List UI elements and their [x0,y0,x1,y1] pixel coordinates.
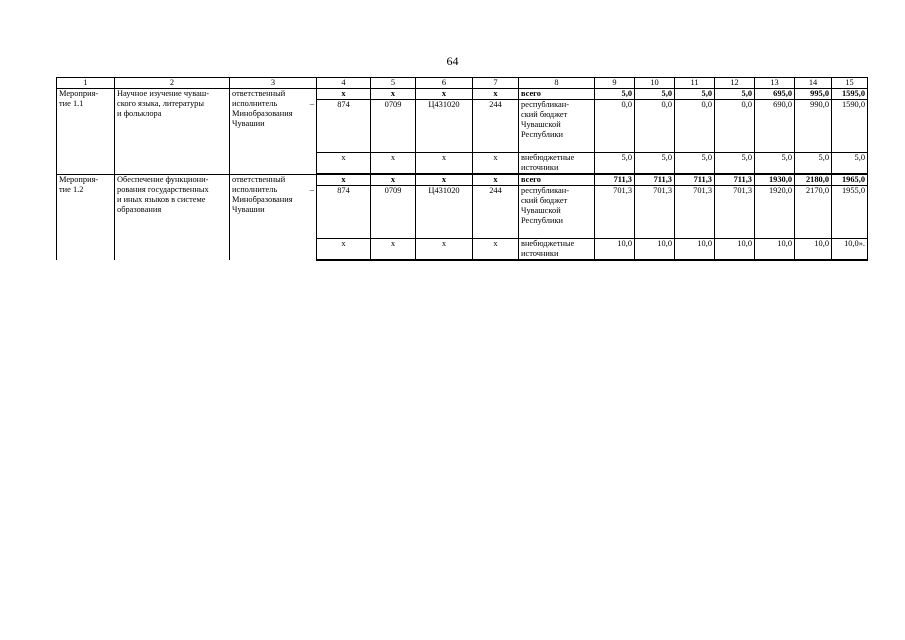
funding-value: 10,0». [832,239,868,261]
funding-value: 1595,0 [832,89,868,100]
column-number-row [57,78,868,89]
budget-code: х [317,153,371,175]
executor-role: исполнитель [232,184,278,194]
funding-source: внебюджетные источники [519,239,595,261]
funding-value: 1590,0 [832,100,868,153]
funding-value: 701,3 [595,186,635,239]
executor-role: исполнитель [232,99,278,108]
executor-label: ответственный [232,89,286,98]
funding-value: 701,3 [635,186,675,239]
funding-value: 701,3 [715,186,755,239]
funding-value: 5,0 [675,153,715,175]
executor-organization: Минобразования Чувашии [232,194,293,214]
budget-code: 244 [473,186,519,239]
funding-source: всего [519,89,595,100]
budget-code: 0709 [371,186,416,239]
funding-value: 1955,0 [832,186,868,239]
column-header: 8 [519,78,595,89]
column-header: 13 [755,78,795,89]
budget-code: х [371,174,416,186]
budget-code: Ц431020 [416,186,473,239]
executor-label: ответственный [232,174,286,184]
column-header: 5 [371,78,416,89]
funding-value: 695,0 [755,89,795,100]
funding-value: 5,0 [595,153,635,175]
budget-code: х [473,153,519,175]
budget-code: х [371,89,416,100]
funding-value: 0,0 [675,100,715,153]
funding-value: 690,0 [755,100,795,153]
funding-source: внебюджетные источники [519,153,595,175]
funding-value: 711,3 [675,174,715,186]
budget-code: х [371,239,416,261]
column-header: 2 [115,78,230,89]
funding-value: 5,0 [832,153,868,175]
funding-value: 5,0 [635,89,675,100]
funding-value: 711,3 [635,174,675,186]
executor-organization: Минобразования Чувашии [232,109,293,128]
measure-id: Мероприя- тие 1.1 [57,89,115,175]
funding-value: 0,0 [715,100,755,153]
measure-name: Обеспечение функциони- рования государственных и иных языков в системе образования [115,174,230,260]
responsible-executor [230,89,317,175]
budget-code: х [371,153,416,175]
funding-value: 10,0 [795,239,832,261]
executor-dash: – [309,184,314,194]
funding-value: 0,0 [635,100,675,153]
budget-table [56,77,868,261]
budget-code: х [317,89,371,100]
funding-source: всего [519,174,595,186]
funding-value: 5,0 [715,89,755,100]
column-header: 10 [635,78,675,89]
funding-value: 711,3 [715,174,755,186]
budget-code: х [473,89,519,100]
column-header: 11 [675,78,715,89]
funding-value: 2170,0 [795,186,832,239]
table-row [57,174,868,186]
column-header: 15 [832,78,868,89]
funding-value: 10,0 [595,239,635,261]
funding-value: 995,0 [795,89,832,100]
budget-code: 244 [473,100,519,153]
funding-source: республикан- ский бюджет Чувашской Республики [519,100,595,153]
budget-code: х [416,239,473,261]
funding-value: 2180,0 [795,174,832,186]
budget-code: х [416,153,473,175]
funding-value: 10,0 [755,239,795,261]
budget-code: х [416,174,473,186]
budget-code: 874 [317,186,371,239]
budget-code: 0709 [371,100,416,153]
executor-line [232,185,314,195]
funding-value: 711,3 [595,174,635,186]
column-header: 14 [795,78,832,89]
column-header: 4 [317,78,371,89]
funding-value: 5,0 [675,89,715,100]
measure-name: Научное изучение чуваш- ского языка, литературы и фольклора [115,89,230,175]
funding-value: 5,0 [595,89,635,100]
funding-value: 990,0 [795,100,832,153]
responsible-executor [230,174,317,260]
column-header: 9 [595,78,635,89]
funding-value: 701,3 [675,186,715,239]
page-number: 64 [446,54,459,68]
column-header: 12 [715,78,755,89]
executor-dash: – [309,99,314,108]
budget-code: х [473,174,519,186]
column-header: 1 [57,78,115,89]
measure-id: Мероприя- тие 1.2 [57,174,115,260]
budget-code: х [473,239,519,261]
funding-value: 1920,0 [755,186,795,239]
funding-value: 5,0 [755,153,795,175]
funding-value: 1965,0 [832,174,868,186]
funding-value: 0,0 [595,100,635,153]
funding-value: 1930,0 [755,174,795,186]
budget-code: х [416,89,473,100]
funding-value: 10,0 [635,239,675,261]
executor-line [232,99,314,109]
funding-source: республикан- ский бюджет Чувашской Республики [519,186,595,239]
column-header: 3 [230,78,317,89]
column-header: 7 [473,78,519,89]
funding-value: 5,0 [715,153,755,175]
budget-code: 874 [317,100,371,153]
budget-code: Ц431020 [416,100,473,153]
funding-value: 5,0 [635,153,675,175]
budget-code: х [317,239,371,261]
table-body [57,78,868,261]
table-row [57,89,868,100]
funding-value: 10,0 [675,239,715,261]
funding-value: 5,0 [795,153,832,175]
funding-value: 10,0 [715,239,755,261]
budget-code: х [317,174,371,186]
column-header: 6 [416,78,473,89]
